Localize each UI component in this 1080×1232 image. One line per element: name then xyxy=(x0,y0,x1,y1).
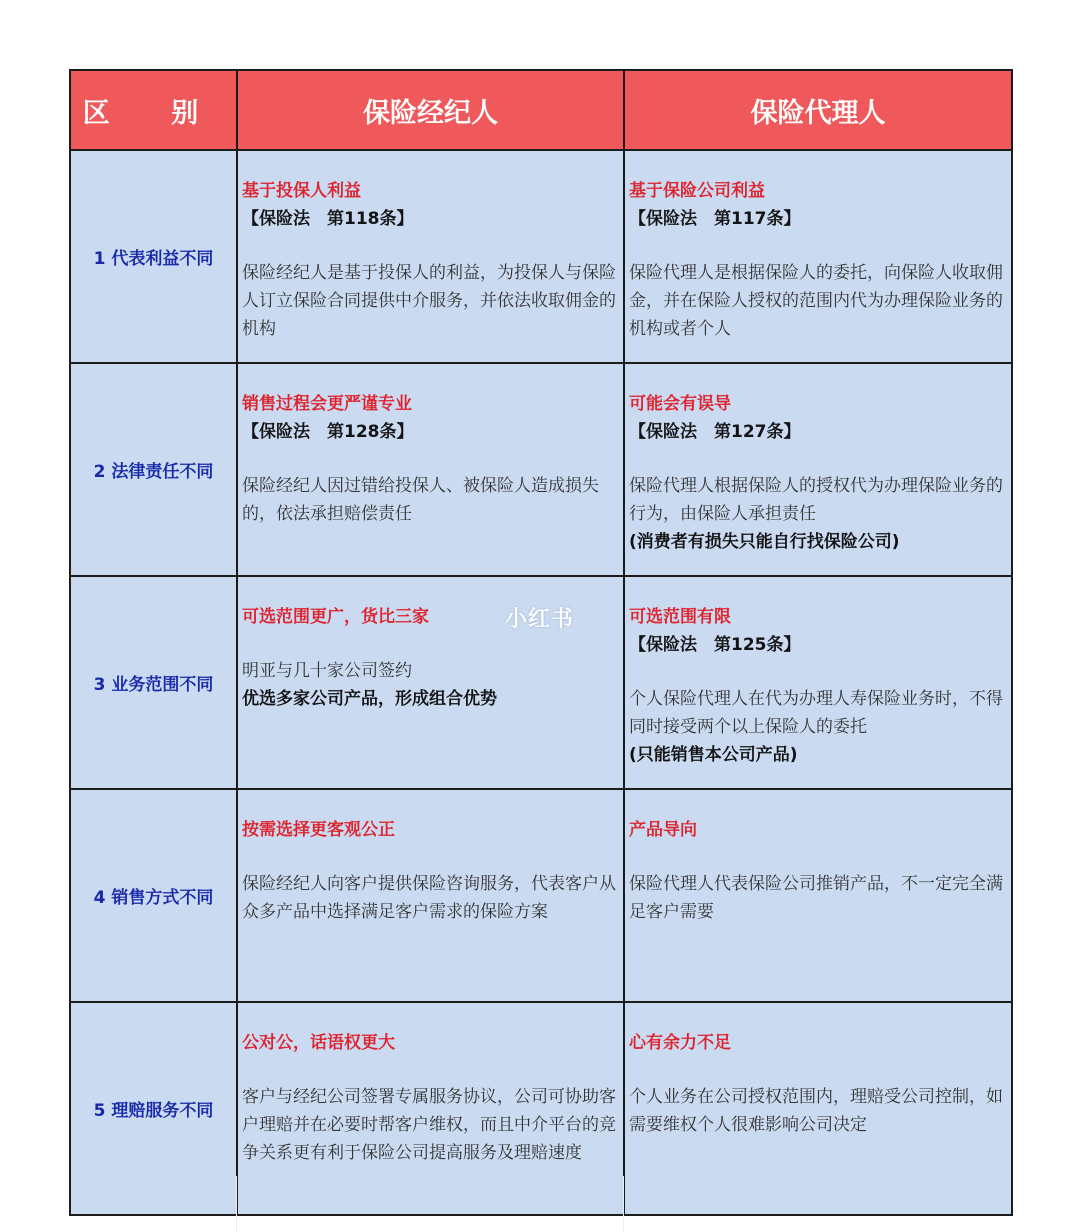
agent-cell xyxy=(624,789,1012,1002)
agent-cell xyxy=(624,363,1012,576)
broker-law-ref: 【保险法 第128条】 xyxy=(242,422,414,442)
divider xyxy=(236,1176,237,1232)
agent-cell xyxy=(624,1002,1012,1215)
agent-text: 个人保险代理人在代为办理人寿保险业务时，不得同时接受两个以上保险人的委托 xyxy=(629,689,1003,737)
broker-note: 优选多家公司产品，形成组合优势 xyxy=(242,689,497,709)
agent-law-ref: 【保险法 第127条】 xyxy=(629,422,801,442)
broker-text: 保险经纪人是基于投保人的利益，为投保人与保险人订立保险合同提供中介服务，并依法收取佣金的机构 xyxy=(242,263,616,339)
agent-highlight: 基于保险公司利益 xyxy=(629,181,765,201)
agent-text: 保险代理人代表保险公司推销产品，不一定完全满足客户需要 xyxy=(629,874,1003,922)
table-row xyxy=(70,363,1012,576)
header-row xyxy=(70,70,1012,150)
broker-text: 客户与经纪公司签署专属服务协议，公司可协助客户理赔并在必要时帮客户维权，而且中介平台的竞争关系更有利于保险公司提高服务及理赔速度 xyxy=(242,1087,616,1163)
broker-highlight: 可选范围更广，货比三家 xyxy=(242,607,429,627)
broker-law-ref: 【保险法 第118条】 xyxy=(242,209,414,229)
agent-cell xyxy=(624,576,1012,789)
table-row xyxy=(70,150,1012,363)
broker-text: 保险经纪人因过错给投保人、被保险人造成损失的，依法承担赔偿责任 xyxy=(242,476,599,524)
table-row xyxy=(70,789,1012,1002)
broker-cell xyxy=(237,789,624,1002)
broker-highlight: 销售过程会更严谨专业 xyxy=(242,394,412,414)
agent-text: 保险代理人根据保险人的授权代为办理保险业务的行为，由保险人承担责任 xyxy=(629,476,1003,524)
header-agent: 保险代理人 xyxy=(624,70,1012,150)
row-label: 1 代表利益不同 xyxy=(70,150,237,363)
agent-text: 保险代理人是根据保险人的委托，向保险人收取佣金，并在保险人授权的范围内代为办理保险业务的机构或者个人 xyxy=(629,263,1003,339)
broker-highlight: 基于投保人利益 xyxy=(242,181,361,201)
broker-text: 明亚与几十家公司签约 xyxy=(242,661,412,681)
broker-cell xyxy=(237,1002,624,1215)
comparison-table xyxy=(69,69,1013,1216)
agent-highlight: 可能会有误导 xyxy=(629,394,731,414)
watermark-logo: 小红书 xyxy=(505,607,575,632)
comparison-table-container xyxy=(69,69,1011,1216)
agent-highlight: 可选范围有限 xyxy=(629,607,731,627)
row-label: 2 法律责任不同 xyxy=(70,363,237,576)
table-row xyxy=(70,1002,1012,1215)
broker-cell xyxy=(237,150,624,363)
broker-text: 保险经纪人向客户提供保险咨询服务，代表客户从众多产品中选择满足客户需求的保险方案 xyxy=(242,874,616,922)
agent-note: (消费者有损失只能自行找保险公司) xyxy=(629,532,900,552)
agent-law-ref: 【保险法 第117条】 xyxy=(629,209,801,229)
header-category: 区 别 xyxy=(70,70,237,150)
agent-law-ref: 【保险法 第125条】 xyxy=(629,635,801,655)
row-label: 4 销售方式不同 xyxy=(70,789,237,1002)
divider xyxy=(623,1176,624,1232)
agent-cell xyxy=(624,150,1012,363)
header-broker: 保险经纪人 xyxy=(237,70,624,150)
broker-highlight: 按需选择更客观公正 xyxy=(242,820,395,840)
agent-highlight: 产品导向 xyxy=(629,820,697,840)
row-label: 5 理赔服务不同 xyxy=(70,1002,237,1215)
broker-highlight: 公对公，话语权更大 xyxy=(242,1033,395,1053)
agent-highlight: 心有余力不足 xyxy=(629,1033,731,1053)
agent-text: 个人业务在公司授权范围内，理赔受公司控制，如需要维权个人很难影响公司决定 xyxy=(629,1087,1003,1135)
row-label: 3 业务范围不同 xyxy=(70,576,237,789)
agent-note: (只能销售本公司产品) xyxy=(629,745,798,765)
broker-cell xyxy=(237,363,624,576)
